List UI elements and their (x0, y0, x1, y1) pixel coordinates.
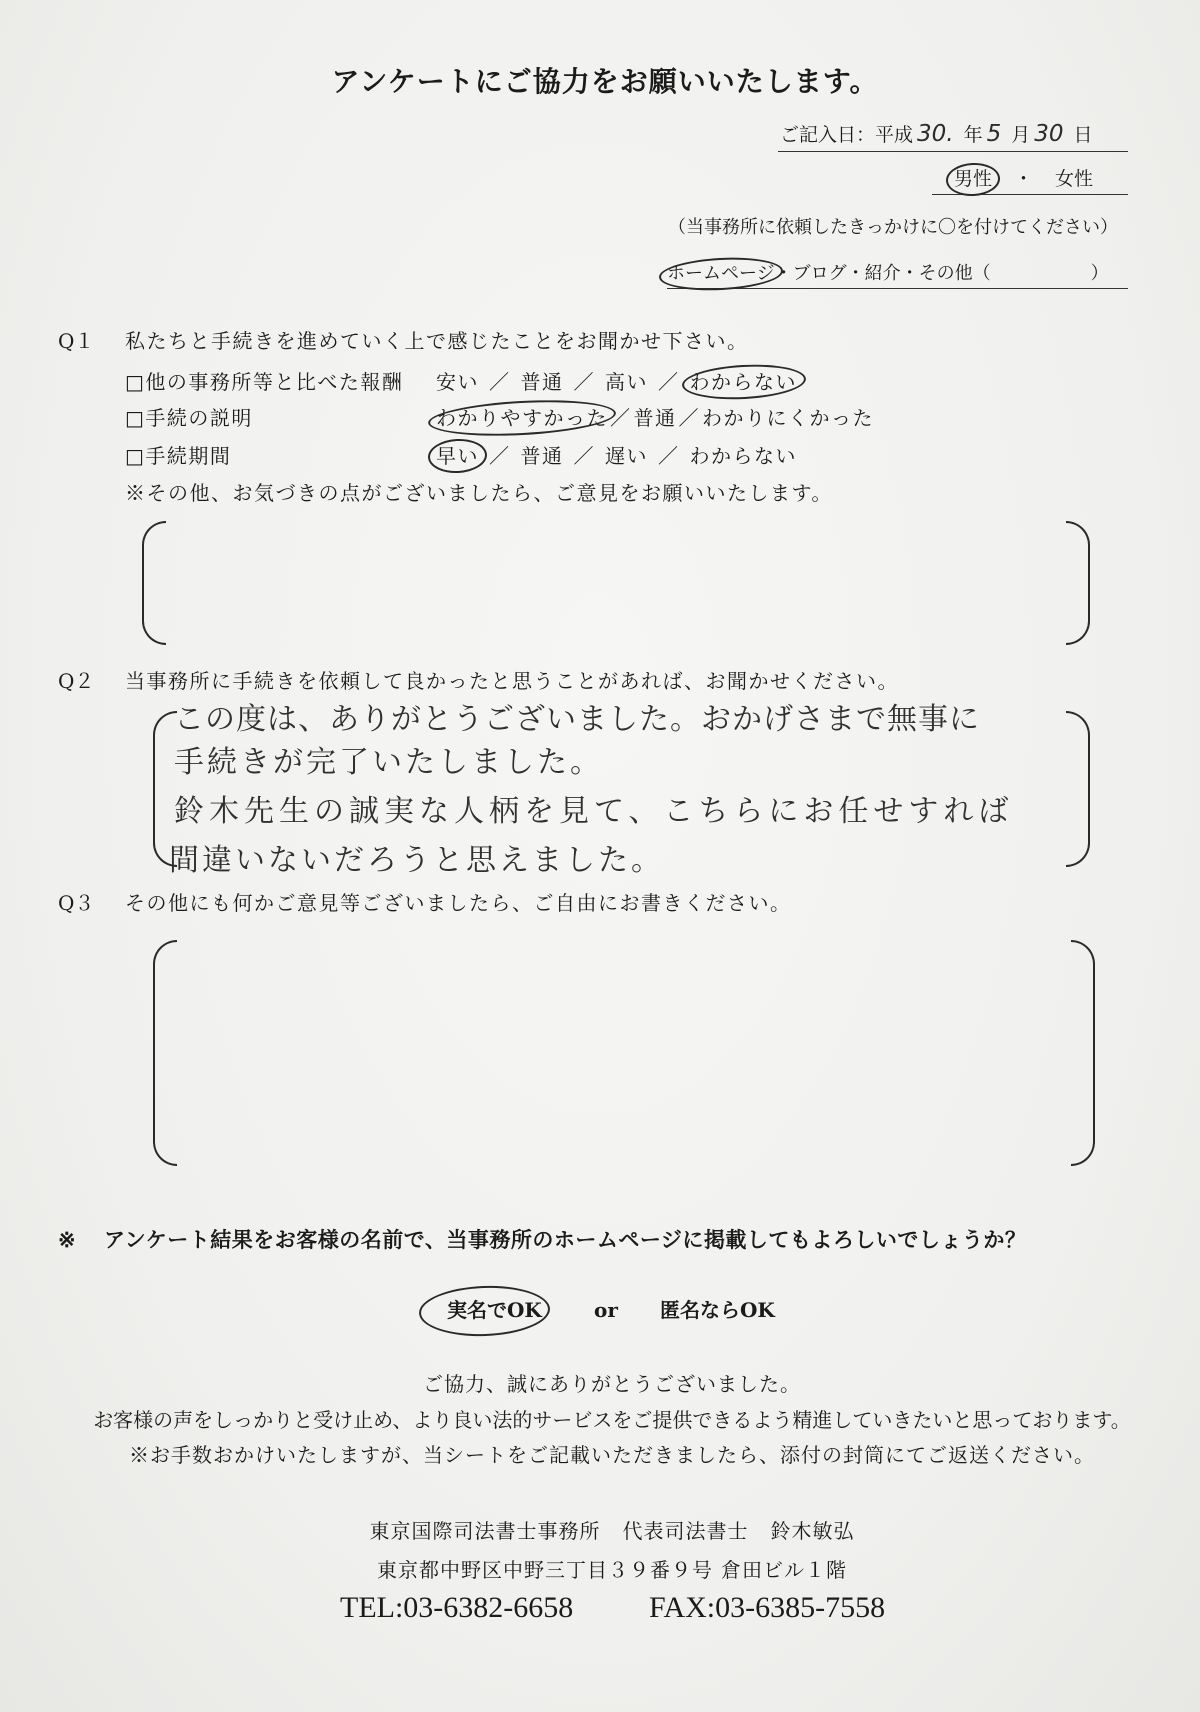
q3-question: その他にも何かご意見等ございましたら、ご自由にお書きください。 (125, 891, 792, 915)
q2-answer-line: この度は、ありがとうございました。おかげさまで無事に (174, 702, 980, 737)
separator: ・ (1014, 168, 1034, 190)
q1-comment-box (142, 521, 1090, 645)
option: わからない (689, 370, 797, 394)
entry-date (778, 121, 1128, 152)
q1-label: Q１ (58, 329, 95, 353)
closing-message: お客様の声をしっかりと受け止め、より良い法的サービスをご提供できるよう精進していきたいと思っております。 (93, 1408, 1131, 1432)
office-address (24, 1558, 1200, 1582)
q1-row-period-label: □手続期間 (125, 444, 232, 468)
office-fax: FAX:03-6385-7558 (649, 1591, 886, 1624)
q3-answer-box (153, 940, 1095, 1166)
separator: ／ (610, 406, 632, 430)
office-name: 東京国際司法書士事務所 (369, 1519, 601, 1543)
bracket-left (153, 940, 177, 1166)
separator: ／ (573, 370, 595, 394)
consent-option-real-name: 実名でOK (447, 1298, 542, 1322)
other-paren-close: ） (1090, 263, 1109, 284)
office-tel: TEL:03-6382-6658 (340, 1591, 574, 1624)
q2-label: Q２ (58, 669, 95, 693)
representative-title: 代表司法書士 (622, 1519, 749, 1543)
q2-question: 当事務所に手続きを依頼して良かったと思うことがあれば、お聞かせください。 (125, 669, 899, 693)
consent-question: アンケート結果をお客様の名前で、当事務所のホームページに掲載してもよろしいでしょうか？ (104, 1227, 1027, 1252)
option: 早い (436, 444, 479, 468)
entry-date-day: 30 (1034, 121, 1064, 147)
q1-row-period-options (436, 444, 797, 468)
q2-answer-line: 鈴木先生の誠実な人柄を見て、こちらにお任せすれば (174, 794, 1014, 829)
entry-date-month-unit: 月 (1011, 124, 1031, 146)
q1-row-explanation-label: □手続の説明 (125, 406, 253, 430)
referral-option-introduction: 紹介 (864, 263, 901, 284)
address: 東京都中野区中野三丁目３９番９号 (377, 1558, 713, 1582)
q1-row-fee-label: □他の事務所等と比べた報酬 (125, 370, 404, 394)
entry-date-month: 5 (986, 121, 1002, 147)
entry-date-year: 30. (917, 121, 954, 147)
separator: ・ (900, 263, 919, 284)
q1-row-fee-options (436, 370, 797, 394)
return-note: ※お手数おかけいたしますが、当シートをご記載いただきましたら、添付の封筒にてご返送ください。 (129, 1443, 1095, 1467)
referral-option-blog: ブログ (792, 263, 847, 284)
option: 普通 (520, 370, 564, 394)
q2-answer-line: 間違いないだろうと思えました。 (169, 843, 664, 878)
referral-option-homepage: ホームページ (667, 263, 775, 284)
option: わからない (689, 444, 797, 468)
separator: ／ (489, 370, 511, 394)
option: 普通 (520, 444, 564, 468)
consent-conjunction: or (594, 1298, 618, 1322)
consent-selection (0, 1298, 1200, 1328)
entry-date-label: ご記入日：平成 (780, 124, 914, 146)
q1-question: 私たちと手続きを進めていく上で感じたことをお聞かせ下さい。 (125, 329, 749, 353)
option: 安い (436, 370, 479, 394)
q3-label: Q３ (58, 891, 95, 915)
separator: ／ (573, 444, 595, 468)
entry-date-year-unit: 年 (963, 124, 983, 146)
separator: ／ (678, 406, 700, 430)
gender-option-male: 男性 (954, 168, 993, 190)
bracket-left (142, 521, 166, 645)
building: 倉田ビル１階 (721, 1558, 847, 1582)
closing-thanks: ご協力、誠にありがとうございました。 (423, 1372, 801, 1396)
bracket-right (1066, 711, 1090, 867)
other-paren-open: （ (972, 263, 991, 284)
separator: ／ (658, 444, 680, 468)
q1-row-explanation-options (436, 406, 874, 430)
q2-answer-line: 手続きが完了いたしました。 (174, 745, 603, 780)
separator: ・ (774, 263, 793, 284)
option: わかりにくかった (702, 406, 874, 430)
gender-selection (932, 168, 1128, 195)
consent-mark: ※ (58, 1227, 76, 1252)
office-info (24, 1519, 1200, 1543)
option: わかりやすかった (436, 406, 608, 430)
separator: ・ (846, 263, 865, 284)
referral-selection (667, 263, 1128, 289)
referral-instruction: （当事務所に依頼したきっかけに〇を付けてください） (668, 217, 1118, 238)
referral-option-other: その他 (918, 263, 973, 284)
consent-option-anonymous: 匿名ならOK (660, 1298, 775, 1322)
page-title: アンケートにご協力をお願いいたします。 (331, 65, 879, 98)
option: 高い (605, 370, 648, 394)
option: 遅い (605, 444, 648, 468)
separator: ／ (489, 444, 511, 468)
option: 普通 (633, 406, 677, 430)
q1-note: ※その他、お気づきの点がございましたら、ご意見をお願いいたします。 (125, 481, 833, 505)
gender-option-female: 女性 (1055, 168, 1094, 190)
bracket-right (1066, 521, 1090, 645)
representative-name: 鈴木敏弘 (770, 1519, 855, 1543)
bracket-right (1071, 940, 1095, 1166)
entry-date-day-unit: 日 (1073, 124, 1093, 146)
separator: ／ (658, 370, 680, 394)
